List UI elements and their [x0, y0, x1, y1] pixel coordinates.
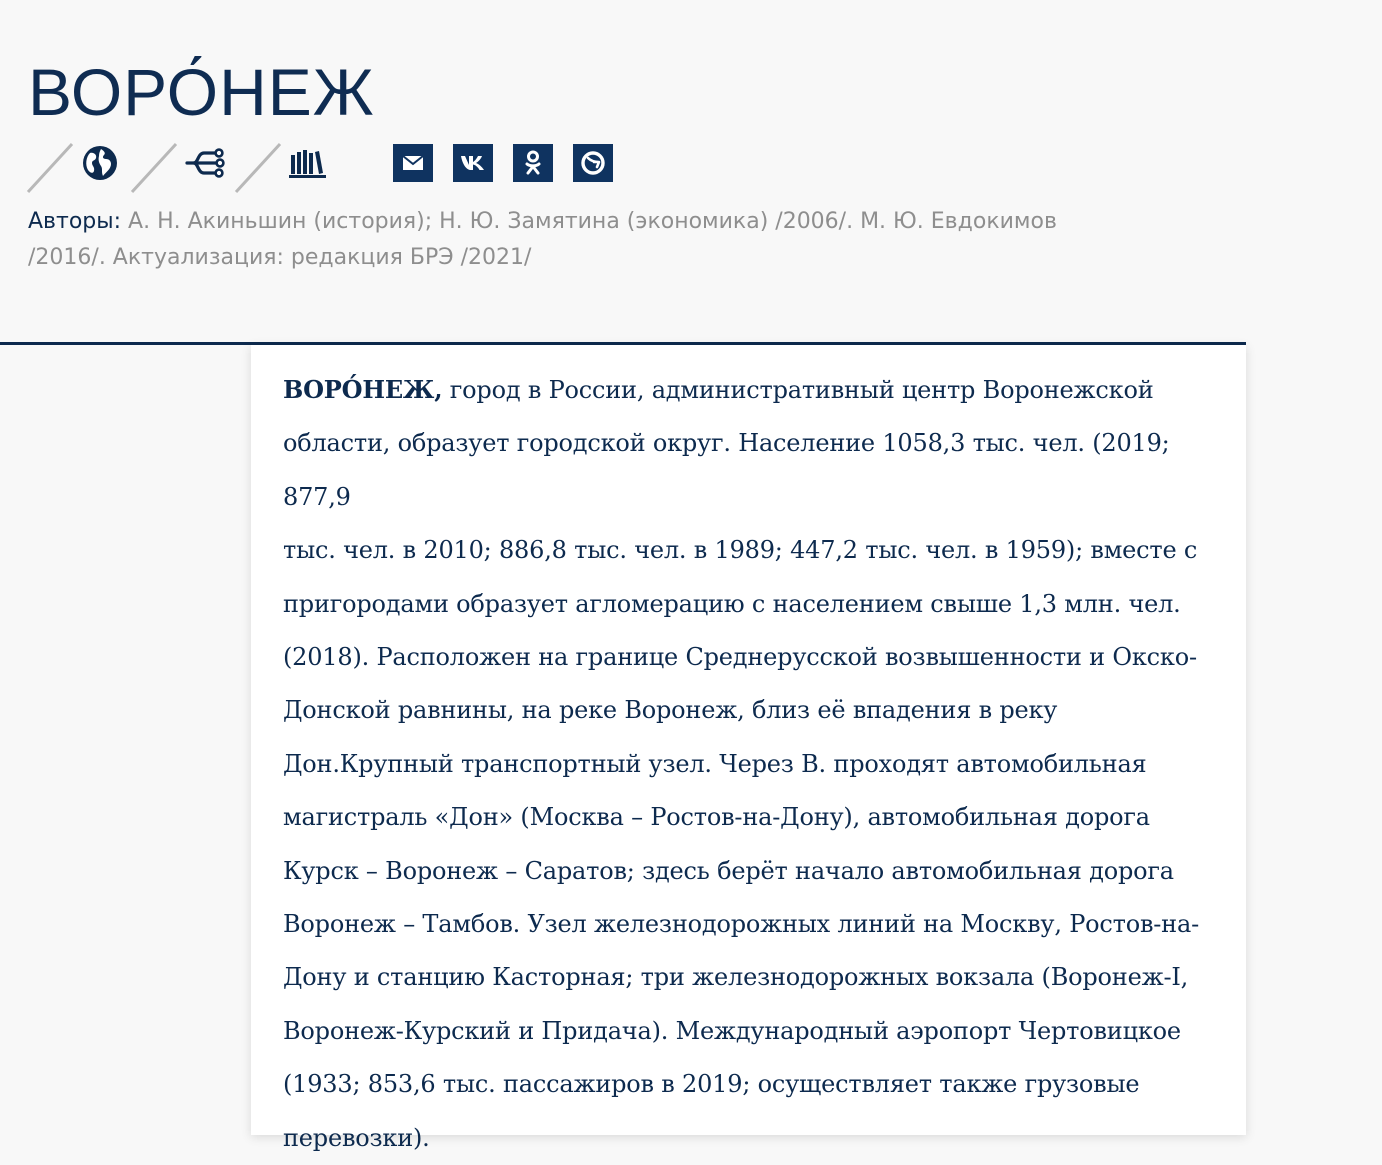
network-icon[interactable] — [184, 142, 224, 184]
article-line: Донской равнины, на реке Воронеж, близ её впадения в реку — [283, 696, 1058, 725]
authors-label: Авторы: — [28, 209, 122, 234]
separator — [26, 140, 76, 194]
article-line: (2018). Расположен на границе Среднерусской возвышенности и Окско- — [283, 643, 1197, 672]
authors-line — [28, 204, 1058, 276]
link-icon[interactable] — [573, 144, 613, 182]
odnoklassniki-icon[interactable] — [513, 144, 553, 182]
article-line: Воронеж-Курский и Придача). Международный аэропорт Чертовицкое — [283, 1016, 1181, 1045]
globe-icon[interactable] — [80, 142, 120, 184]
page-title: ВОРО́НЕЖ — [28, 55, 375, 129]
books-icon[interactable] — [288, 142, 328, 184]
vk-icon[interactable] — [453, 144, 493, 182]
email-icon[interactable] — [393, 144, 433, 182]
article-line: город в России, административный центр Воронежской — [442, 376, 1154, 404]
article-line: перевозки). — [283, 1123, 430, 1152]
article-text — [283, 363, 1213, 1165]
authors-text: А. Н. Акиньшин (история); Н. Ю. Замятина (экономика) /2006/. М. Ю. Евдокимов /2016/. Актуализация: редакция БРЭ /2021/ — [28, 209, 1057, 270]
article-line: области, образует городской округ. Население 1058,3 тыс. чел. (2019; 877,9 — [283, 429, 1170, 511]
separator — [130, 140, 180, 194]
article-line: Воронеж – Тамбов. Узел железнодорожных линий на Москву, Ростов-на- — [283, 910, 1199, 939]
article-line: Дону и станцию Касторная; три железнодорожных вокзала (Воронеж-I, — [283, 963, 1189, 992]
article-line: тыс. чел. в 2010; 886,8 тыс. чел. в 1989; 447,2 тыс. чел. в 1959); вместе с — [283, 536, 1198, 565]
separator — [234, 140, 284, 194]
article-body — [251, 345, 1246, 1152]
article-line: Дон.Крупный транспортный узел. Через В. проходят автомобильная — [283, 749, 1147, 778]
article-line: Курск – Воронеж – Саратов; здесь берёт начало автомобильная дорога — [283, 856, 1174, 885]
article-line: пригородами образует агломерацию с населением свыше 1,3 млн. чел. — [283, 589, 1181, 618]
article-line: (1933; 853,6 тыс. пассажиров в 2019; осуществляет также грузовые — [283, 1070, 1140, 1099]
article-headword: ВОРО́НЕЖ, — [283, 375, 443, 404]
article-toolbar — [26, 138, 626, 196]
article-line: магистраль «Дон» (Москва – Ростов-на-Дону), автомобильная дорога — [283, 803, 1150, 832]
